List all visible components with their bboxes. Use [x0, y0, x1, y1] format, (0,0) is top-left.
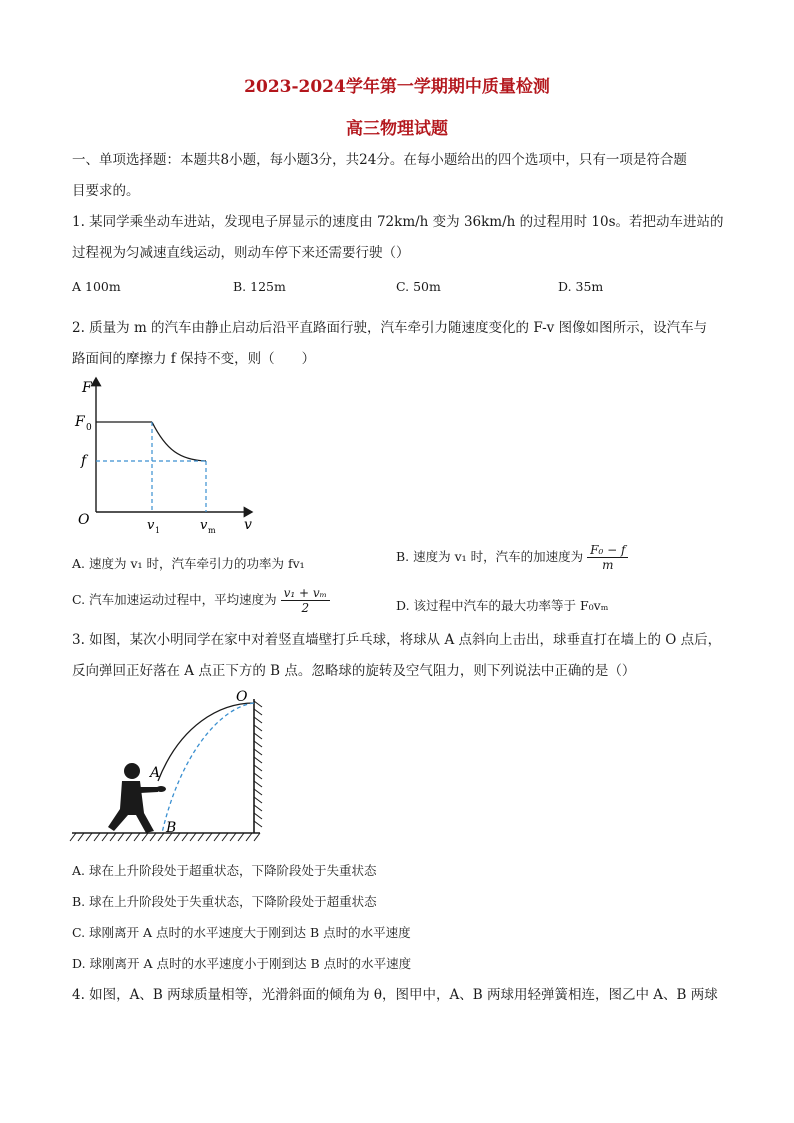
- upward-trajectory: [158, 703, 254, 781]
- q2-option-b-text: B. 速度为 v₁ 时，汽车的加速度为: [396, 549, 584, 564]
- q3-option-d: D. 球刚离开 A 点时的水平速度小于刚到达 B 点时的水平速度: [72, 956, 412, 971]
- f0-label: F: [75, 414, 85, 430]
- q1-option-a: A 100m: [72, 279, 121, 294]
- v1-subscript: 1: [155, 526, 161, 535]
- q2-option-b: [396, 543, 628, 572]
- q1-option-b: B. 125m: [233, 279, 286, 294]
- v1-label: v: [147, 518, 155, 533]
- q4-stem-line1: 4. 如图，A、B 两球质量相等，光滑斜面的倾角为 θ，图甲中，A、B 两球用轻弹簧相连，图乙中 A、B 两球: [72, 987, 718, 1003]
- wall-hatching: [254, 701, 262, 827]
- q2-stem-line1: 2. 质量为 m 的汽车由静止启动后沿平直路面行驶，汽车牵引力随速度变化的 F-v 图像如图所示，设汽车与: [72, 320, 708, 336]
- q2-option-b-numerator: F₀ − f: [587, 543, 628, 558]
- q1-stem-line1: 1. 某同学乘坐动车进站，发现电子屏显示的速度由 72km/h 变为 36km/h 的过程用时 10s。若把动车进站的: [72, 214, 724, 230]
- f0-subscript: 0: [86, 423, 92, 433]
- point-o-label: O: [236, 689, 248, 705]
- q3-wall-figure: [70, 685, 280, 845]
- q2-option-c: [72, 586, 330, 615]
- q1-option-c: C. 50m: [396, 279, 441, 294]
- ground-hatching: [70, 833, 260, 841]
- q2-option-c-fraction: [281, 586, 330, 615]
- q3-option-c: C. 球刚离开 A 点时的水平速度大于刚到达 B 点时的水平速度: [72, 925, 411, 940]
- q2-option-c-numerator: v₁ + vₘ: [281, 586, 330, 601]
- q2-option-a: A. 速度为 v₁ 时，汽车牵引力的功率为 fv₁: [72, 556, 305, 571]
- q2-stem-line2: 路面间的摩擦力 f 保持不变，则（ ）: [72, 351, 316, 367]
- origin-label: O: [78, 512, 90, 528]
- force-curve: [152, 422, 206, 461]
- q1-stem-line2: 过程视为匀减速直线运动，则动车停下来还需要行驶（）: [72, 245, 410, 261]
- point-b-label: B: [166, 820, 177, 836]
- vm-label: v: [200, 518, 208, 533]
- q3-option-a: A. 球在上升阶段处于超重状态，下降阶段处于失重状态: [72, 863, 377, 878]
- x-axis-label: v: [244, 517, 252, 533]
- q2-option-b-denominator: m: [602, 558, 614, 572]
- q2-option-c-denominator: 2: [301, 601, 310, 615]
- q3-stem-line2: 反向弹回正好落在 A 点正下方的 B 点。忽略球的旋转及空气阻力，则下列说法中正确的是（）: [72, 663, 636, 679]
- section1-intro-line1: 一、单项选择题：本题共8小题，每小题3分，共24分。在每小题给出的四个选项中，只有一项是符合题: [72, 152, 687, 168]
- exam-title: 2023-2024学年第一学期期中质量检测: [244, 77, 550, 97]
- q1-option-d: D. 35m: [558, 279, 604, 294]
- q2-option-d: D. 该过程中汽车的最大功率等于 F₀vₘ: [396, 598, 609, 613]
- point-a-label: A: [150, 765, 161, 781]
- q3-stem-line1: 3. 如图，某次小明同学在家中对着竖直墙壁打乒乓球，将球从 A 点斜向上击出，球垂直打在墙上的 O 点后，: [72, 632, 722, 648]
- exam-subtitle: 高三物理试题: [346, 119, 448, 139]
- f-label: f: [81, 453, 87, 469]
- y-axis-label: F: [82, 380, 92, 396]
- return-trajectory: [162, 703, 254, 833]
- vm-subscript: m: [208, 526, 216, 535]
- q2-fv-graph: [70, 372, 270, 542]
- section1-intro-line2: 目要求的。: [72, 183, 140, 199]
- q3-option-b: B. 球在上升阶段处于失重状态，下降阶段处于超重状态: [72, 894, 377, 909]
- q2-option-b-fraction: [587, 543, 628, 572]
- q2-option-c-text: C. 汽车加速运动过程中，平均速度为: [72, 592, 277, 607]
